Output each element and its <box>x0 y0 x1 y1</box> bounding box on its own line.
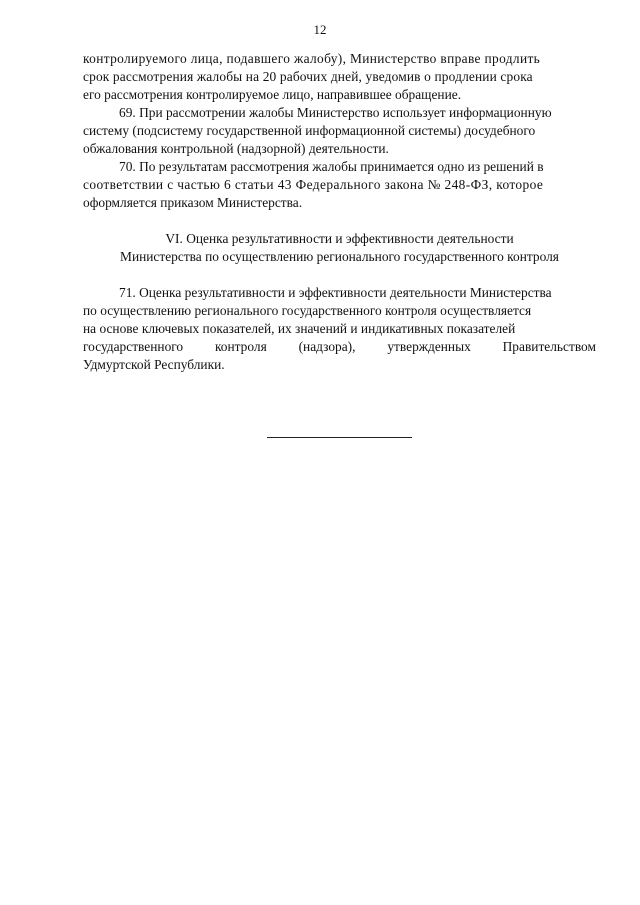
text-line: его рассмотрения контролируемое лицо, направившее обращение. <box>83 87 462 102</box>
text-line: соответствии с частью 6 статьи 43 Федерального закона № 248-ФЗ, которое <box>83 177 544 192</box>
justified-line <box>83 338 596 356</box>
text-line: оформляется приказом Министерства. <box>83 195 303 210</box>
text-line: 70. По результатам рассмотрения жалобы принимается одно из решений в <box>119 159 544 174</box>
text-line: обжалования контрольной (надзорной) деятельности. <box>83 141 389 156</box>
text-line: по осуществлению регионального государственного контроля осуществляется <box>83 303 532 318</box>
text-line: 69. При рассмотрении жалобы Министерство использует информационную <box>119 105 552 120</box>
end-divider <box>267 437 412 438</box>
paragraph-69 <box>83 104 596 158</box>
text-line: Удмуртской Республики. <box>83 357 225 372</box>
word: государственного <box>83 339 184 354</box>
section-title-line: Министерства по осуществлению регионального государственного контроля <box>120 249 559 264</box>
text-line: на основе ключевых показателей, их значений и индикативных показателей <box>83 321 516 336</box>
section-heading <box>83 230 596 266</box>
text-line: срок рассмотрения жалобы на 20 рабочих дней, уведомив о продлении срока <box>83 69 533 84</box>
paragraph-71 <box>83 284 596 374</box>
word: контроля <box>214 339 267 354</box>
page-number: 12 <box>313 22 327 37</box>
section-title-line: VI. Оценка результативности и эффективности деятельности <box>165 231 514 246</box>
text-line: контролируемого лица, подавшего жалобу), Министерство вправе продлить <box>83 51 541 66</box>
text-line: 71. Оценка результативности и эффективности деятельности Министерства <box>119 285 552 300</box>
word: утвержденных <box>387 339 471 354</box>
paragraph-continuation <box>83 50 596 104</box>
text-line: систему (подсистему государственной информационной системы) досудебного <box>83 123 536 138</box>
paragraph-70 <box>83 158 596 212</box>
word: Правительством <box>502 339 596 354</box>
word: (надзора), <box>298 339 356 354</box>
